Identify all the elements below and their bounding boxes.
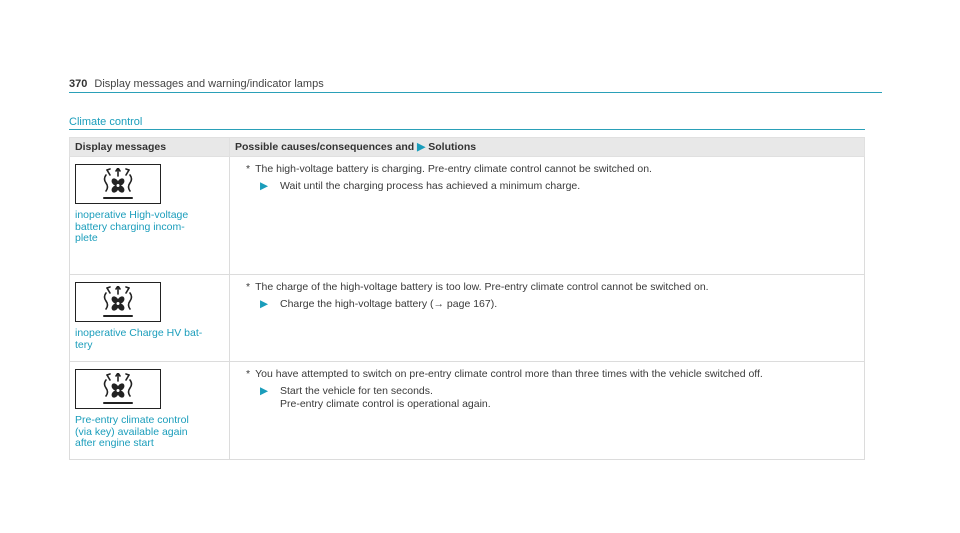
message-cell: [70, 362, 230, 460]
message-line: inoperative Charge HV bat-: [75, 327, 203, 339]
solution-text: Wait until the charging process has achieved a minimum charge.: [280, 180, 581, 192]
cause-sentence: The high-voltage battery is charging. Pre-entry climate control cannot be switched on.: [255, 163, 652, 175]
column-header-causes: [230, 138, 865, 157]
page-reference-arrow-icon: →: [433, 298, 445, 310]
message-cell: [70, 157, 230, 275]
action-arrow-icon: ▶: [260, 298, 269, 310]
table-row: [70, 362, 865, 460]
message-line: inoperative High-voltage: [75, 209, 189, 221]
climate-control-heater-fan-icon: [75, 282, 161, 322]
display-message: [75, 210, 229, 245]
solution-text-part: Charge the high-voltage battery (: [280, 298, 434, 310]
message-line: (via key) available again: [75, 425, 188, 438]
table-header-row: [70, 138, 865, 157]
cause-text: [246, 163, 856, 176]
cause-text: [246, 281, 856, 294]
solution-text: [280, 298, 497, 311]
asterisk-marker: *: [246, 163, 251, 175]
climate-control-heater-fan-icon: [75, 369, 161, 409]
message-line: plete: [75, 232, 98, 244]
solution-result-text: Pre-entry climate control is operational again.: [280, 398, 491, 410]
solution-step: [260, 298, 856, 311]
page-header-title: Display messages and warning/indicator lamps: [94, 78, 324, 90]
message-line: tery: [75, 338, 93, 351]
cause-sentence: You have attempted to switch on pre-entry climate control more than three times with the vehicle switched off.: [255, 368, 763, 380]
message-line: battery charging incom-: [75, 220, 185, 233]
causes-cell: [230, 157, 865, 275]
page-reference[interactable]: page 167).: [444, 298, 498, 310]
table-row: [70, 275, 865, 362]
action-arrow-icon: ▶: [260, 385, 269, 397]
solution-text: Start the vehicle for ten seconds.: [280, 385, 433, 397]
cause-text: [246, 368, 856, 381]
message-cell: [70, 275, 230, 362]
asterisk-marker: *: [246, 368, 251, 380]
message-line: after engine start: [75, 437, 154, 449]
display-messages-table: [69, 137, 865, 460]
action-arrow-icon: ▶: [260, 180, 269, 192]
column-header-messages: Display messages: [70, 138, 230, 157]
solution-step: [260, 385, 856, 411]
page-header: [69, 78, 882, 93]
play-arrow-icon: ▶: [417, 141, 426, 153]
page-number: 370: [69, 78, 88, 90]
table-row: [70, 157, 865, 275]
climate-control-heater-fan-icon: [75, 164, 161, 204]
cause-sentence: The charge of the high-voltage battery is too low. Pre-entry climate control cannot be switched on.: [255, 281, 709, 293]
causes-label: Possible causes/consequences and: [235, 141, 415, 153]
causes-cell: [230, 362, 865, 460]
display-message: [75, 415, 229, 450]
message-line: Pre-entry climate control: [75, 414, 189, 426]
display-message: [75, 328, 229, 351]
section-title: Climate control: [69, 116, 865, 130]
asterisk-marker: *: [246, 281, 251, 293]
causes-cell: [230, 275, 865, 362]
solutions-label: Solutions: [428, 141, 477, 153]
solution-step: [260, 180, 856, 193]
